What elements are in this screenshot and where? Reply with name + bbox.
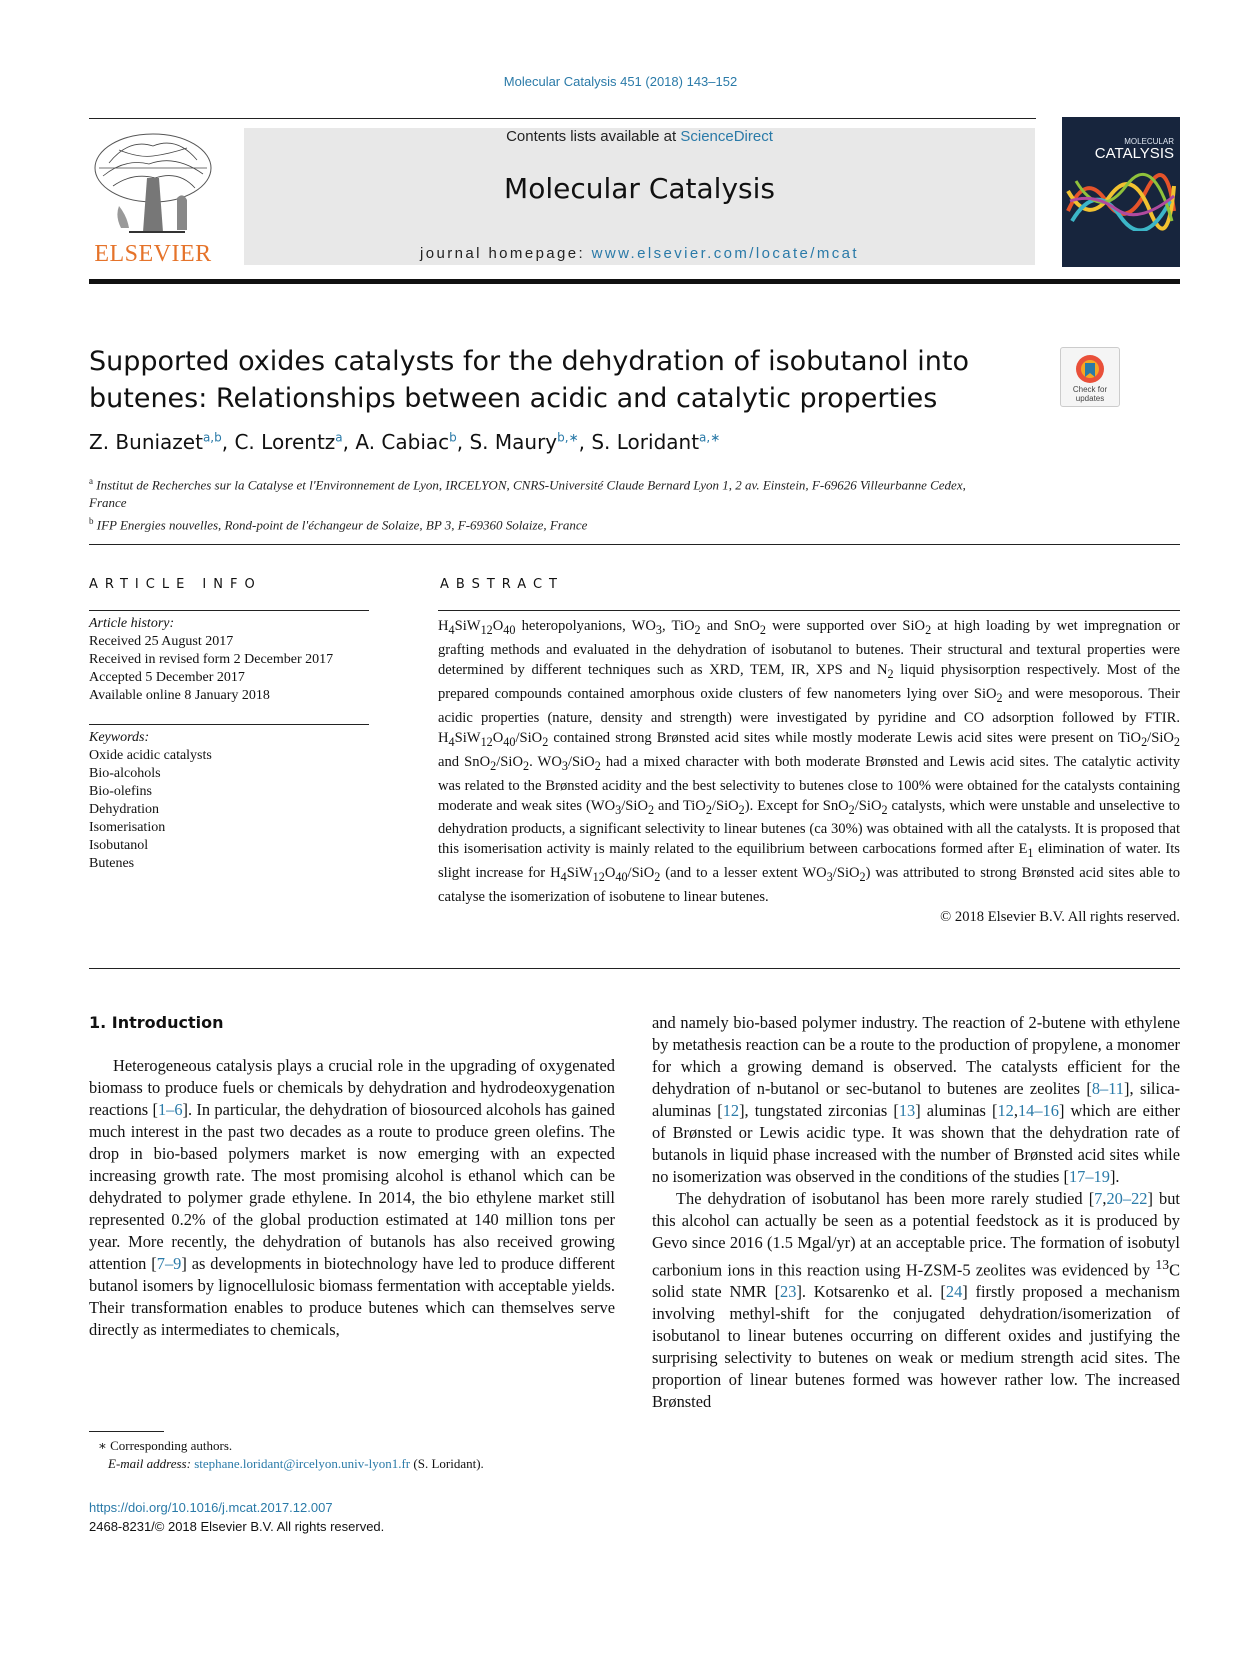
cover-title-large: CATALYSIS: [1094, 145, 1174, 162]
journal-banner: [244, 128, 1035, 265]
author-name: S. Loridant: [591, 430, 700, 454]
affiliation: [89, 512, 989, 534]
keywords: [89, 729, 379, 873]
check-for-updates-label: Check for updates: [1072, 385, 1108, 403]
homepage-line: [244, 245, 1035, 262]
keyword: Bio-olefins: [89, 784, 152, 799]
homepage-link[interactable]: www.elsevier.com/locate/mcat: [591, 245, 859, 262]
author-name: S. Maury: [469, 430, 558, 454]
doi-link[interactable]: https://doi.org/10.1016/j.mcat.2017.12.007: [89, 1500, 333, 1515]
affiliation-rule: [89, 544, 1180, 545]
cover-art-icon: [1066, 171, 1176, 231]
abstract-rule: [438, 610, 1180, 611]
keywords-label: Keywords:: [89, 730, 150, 745]
keyword: Isomerisation: [89, 820, 166, 835]
elsevier-logo: [89, 128, 217, 268]
journal-cover[interactable]: [1062, 117, 1180, 267]
journal-title: Molecular Catalysis: [504, 172, 775, 205]
author-list: Z. Buniazet$^{a,b}$, C. Lorentz$^a$, A. Cabiac$^b$, S. Maury$^{b,∗}$, S. Loridant$^{a,∗}$: [89, 430, 721, 454]
sciencedirect-link[interactable]: ScienceDirect: [680, 128, 773, 145]
check-for-updates-badge[interactable]: [1060, 347, 1120, 407]
history-item: Accepted 5 December 2017: [89, 670, 245, 685]
affiliation-text: Institut de Recherches sur la Catalyse et l'Environnement de Lyon, IRCELYON, CNRS-Université Claude Bernard Lyon 1, 2 av. Einstein, F-69626 Villeurbanne Cedex, France: [89, 477, 966, 511]
abstract-body: [438, 616, 1180, 927]
article-history: [89, 615, 379, 705]
history-label: Article history:: [89, 616, 175, 631]
email-link[interactable]: stephane.loridant@ircelyon.univ-lyon1.fr: [194, 1456, 411, 1471]
keyword: Oxide acidic catalysts: [89, 748, 212, 763]
tree-icon: [89, 128, 217, 240]
author-name: Z. Buniazet: [89, 430, 203, 454]
intro-right-column: [652, 1012, 1180, 1413]
affiliation: [89, 472, 989, 512]
contents-prefix: Contents lists available at: [506, 128, 681, 145]
cover-title-small: MOLECULAR: [1124, 137, 1174, 146]
author-affiliation-mark[interactable]: b,∗: [557, 430, 579, 445]
abstract-paragraph: $H_4SiW_{12}O_{40}$ heteropolyanions, $WO_3$, TiO$_2$ and SnO$_2$ were supported over SiO$_2$ at high loading by wet impregnation or grafting methods and evaluated in the dehydration of isobutanol to butenes. Their structural and textural properties were determined by different techniques such as XRD, TEM, IR, XPS and $N_2$ liquid physisorption respectively. Most of the prepared compounds contained amorphous oxide clusters of few nanometers lying over SiO$_2$ and were mesoporous. Their acidic properties (nature, density and strength) were investigated by pyridine and CO adsorption followed by FTIR. $H_4SiW_{12}O_{40}/SiO_2$ contained strong Brønsted acid sites while mostly moderate Lewis acid sites were present on TiO$_2$/SiO$_2$ and SnO$_2$/SiO$_2$. $WO_3/SiO_2$ had a mixed character with both moderate Brønsted and Lewis acid sites. The catalytic activity was related to the Brønsted acidity and the best selectivity to butenes close to 100% were obtained for the catalysts containing moderate and weak sites ($WO_3/SiO_2$ and TiO$_2$/SiO$_2$). Except for SnO$_2$/SiO$_2$ catalysts, which were unstable and unselective to dehydration products, a significant selectivity to linear butenes (ca 30%) was obtained with all the catalysts. It is proposed that this isomerisation activity is mainly related to the equilibrium between carbocations formed after $E_1$ elimination of water. Its slight increase for $H_4SiW_{12}O_{40}/SiO_2$ (and to a lesser extent $WO_3/SiO_2$) was attributed to strong Brønsted acid sites able to catalyse the isomerization of isobutene to linear butenes.: [438, 618, 1180, 906]
author-affiliation-mark[interactable]: a,b: [202, 430, 222, 445]
author-name: A. Cabiac: [355, 430, 450, 454]
footnote: [98, 1437, 598, 1473]
article-info-rule: [89, 610, 369, 611]
body-rule: [89, 968, 1180, 969]
intro-paragraph-1-cont: and namely bio-based polymer industry. The reaction of 2-butene with ethylene by metathesis reaction can be a route to the production of propylene, a monomer for which a growing demand is observed. The catalysts efficient for the dehydration of n-butanol or sec-butanol to butenes are zeolites [8–11], silica-aluminas [12], tungstated zirconias [13] aluminas [12,14–16] which are either of Brønsted or Lewis acidic type. It was shown that the dehydration rate of butanols in liquid phase increased with the number of Brønsted acid sites while no isomerization was observed in the conditions of the studies [17–19].: [652, 1013, 1181, 1186]
affiliation-mark: a: [89, 476, 93, 486]
header-thick-rule: [89, 279, 1180, 284]
author-affiliation-mark[interactable]: a: [335, 430, 343, 445]
affiliation-text: IFP Energies nouvelles, Rond-point de l'échangeur de Solaize, BP 3, F-69360 Solaize, France: [96, 517, 588, 533]
history-item: Received in revised form 2 December 2017: [89, 652, 334, 667]
elsevier-wordmark: ELSEVIER: [94, 241, 212, 267]
affiliations: [89, 472, 989, 535]
intro-paragraph-1: Heterogeneous catalysis plays a crucial role in the upgrading of oxygenated biomass to produce fuels or chemicals by dehydration and hydrodeoxygenation reactions [1–6]. In particular, the dehydration of biosourced alcohols has gained much interest in the past two decades as a route to produce green olefins. The drop in bio-based polymers market is now emerging with an expected increasing growth rate. The most promising alcohol is ethanol which can be dehydrated to polymer grade ethylene. In 2014, the bio ethylene market still represented 0.2% of the global production estimated at 140 million tons per year. More recently, the dehydration of butanols has also received growing attention [7–9] as developments in biotechnology have led to produce different butanol isomers by lignocellulosic biomass fermentation with acceptable yields. Their transformation enables to produce butenes which can themselves serve directly as intermediates to chemicals,: [89, 1056, 615, 1339]
history-item: Received 25 August 2017: [89, 634, 234, 649]
header-rule: [89, 118, 1036, 119]
author-name: C. Lorentz: [234, 430, 336, 454]
history-item: Available online 8 January 2018: [89, 688, 270, 703]
issn-copyright: 2468-8231/© 2018 Elsevier B.V. All rights reserved.: [89, 1519, 385, 1534]
author-affiliation-mark[interactable]: a,∗: [699, 430, 721, 445]
keyword: Isobutanol: [89, 838, 149, 853]
keyword: Butenes: [89, 856, 135, 871]
article-title: Supported oxides catalysts for the dehydration of isobutanol into butenes: Relationships between acidic and catalytic properties: [89, 346, 969, 414]
keyword: Dehydration: [89, 802, 159, 817]
email-suffix: (S. Loridant).: [410, 1456, 484, 1471]
email-label: E-mail address:: [108, 1456, 195, 1471]
contents-line: [244, 128, 1035, 145]
homepage-prefix: journal homepage:: [420, 245, 592, 262]
keywords-rule: [89, 724, 369, 725]
author-affiliation-mark[interactable]: b: [449, 430, 457, 445]
affiliation-mark: b: [89, 516, 94, 527]
email-line: [98, 1455, 598, 1473]
journal-citation[interactable]: Molecular Catalysis 451 (2018) 143–152: [503, 74, 738, 89]
section-heading-introduction: 1. Introduction: [89, 1013, 224, 1032]
keyword: Bio-alcohols: [89, 766, 161, 781]
footnote-rule: [89, 1431, 164, 1432]
intro-paragraph-2: The dehydration of isobutanol has been more rarely studied [7,20–22] but this alcohol can actually be seen as a potential feedstock as it is produced by Gevo since 2016 (1.5 Mgal/yr) at an acceptable price. The formation of isobutyl carbonium ions in this reaction using H-ZSM-5 zeolites was evidenced by $^{13}$C solid state NMR [23]. Kotsarenko et al. [24] firstly proposed a mechanism involving methyl-shift for the conjugated dehydration/isomerization of isobutanol to linear butenes occurring on different oxides and justifying the surprising selectivity to butenes on weak or medium strength acid sites. The proportion of linear butenes formed was however rather low. The increased Brønsted: [652, 1189, 1180, 1412]
article-info-heading: ARTICLE INFO: [89, 577, 262, 592]
abstract-heading: ABSTRACT: [440, 577, 564, 592]
abstract-copyright: © 2018 Elsevier B.V. All rights reserved.: [940, 909, 1180, 926]
corresponding-note: ∗ Corresponding authors.: [98, 1438, 233, 1453]
